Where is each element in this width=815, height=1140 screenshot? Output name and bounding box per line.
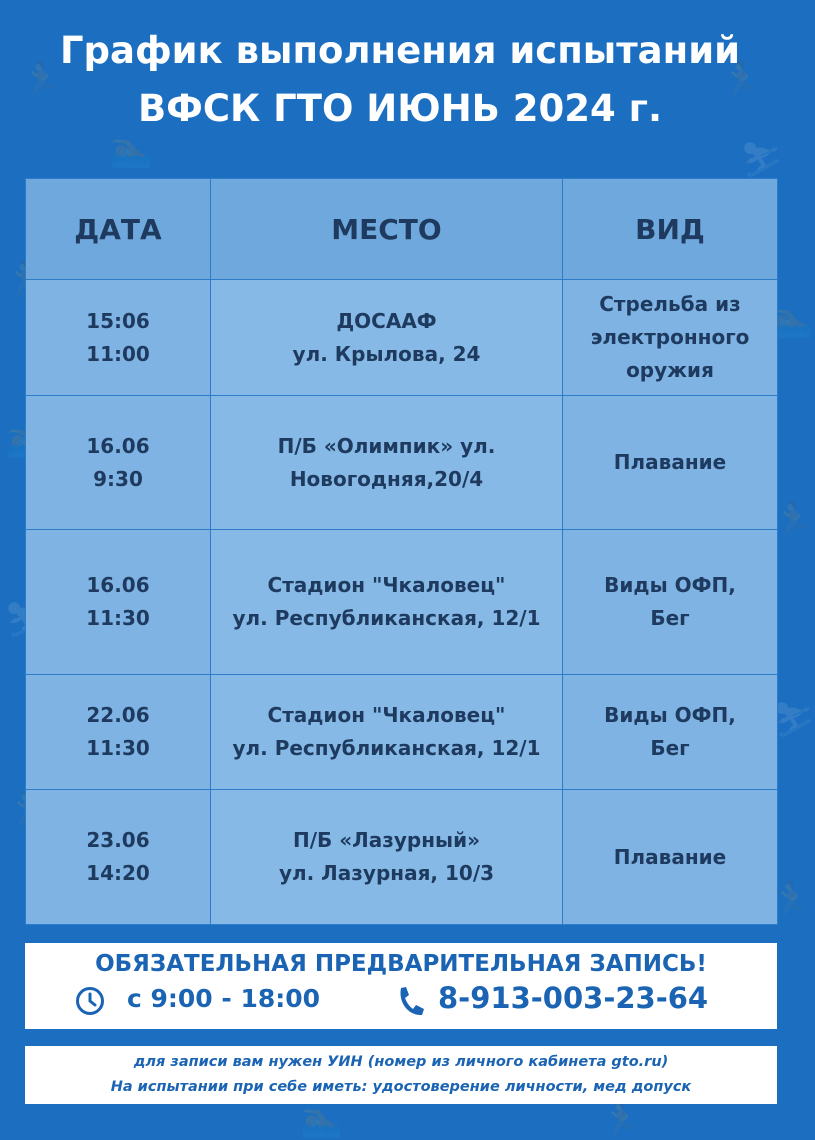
type-line: Бег bbox=[650, 606, 690, 630]
table-row bbox=[26, 530, 778, 675]
table-header-row bbox=[26, 179, 778, 280]
runner-icon: 🏃 bbox=[770, 880, 813, 920]
place-name: П/Б «Олимпик» ул. bbox=[277, 433, 496, 458]
place-cell bbox=[211, 790, 563, 925]
type-line: Виды ОФП, bbox=[604, 573, 736, 597]
footnote-line-2: На испытании при себе иметь: удостоверение личности, мед допуск bbox=[110, 1079, 692, 1095]
clock-icon bbox=[75, 986, 105, 1016]
time-value: 11:00 bbox=[86, 341, 150, 366]
footnote bbox=[25, 1046, 777, 1104]
time-value: 11:30 bbox=[86, 736, 150, 760]
skier-icon: ⛷ bbox=[740, 140, 784, 180]
registration-notice bbox=[25, 943, 777, 1029]
type-line: Виды ОФП, bbox=[604, 703, 736, 727]
type-line: электронного bbox=[590, 325, 750, 349]
date-cell bbox=[26, 280, 211, 396]
date-value: 22.06 bbox=[86, 703, 150, 727]
notice-title: ОБЯЗАТЕЛЬНАЯ ПРЕДВАРИТЕЛЬНАЯ ЗАПИСЬ! bbox=[95, 951, 707, 977]
skier-icon: ⛷ bbox=[772, 700, 815, 740]
place-cell bbox=[211, 675, 563, 790]
date-cell bbox=[26, 790, 211, 925]
table-row bbox=[26, 790, 778, 925]
date-cell bbox=[26, 396, 211, 530]
swimmer-icon: 🏊 bbox=[300, 1100, 343, 1140]
runner-icon: 🏃 bbox=[20, 60, 63, 100]
phone-icon bbox=[395, 985, 425, 1017]
type-line: оружия bbox=[626, 358, 714, 382]
date-cell bbox=[26, 675, 211, 790]
swimmer-icon: 🏊 bbox=[110, 130, 153, 170]
runner-icon: 🏃 bbox=[772, 500, 815, 540]
date-value: 16.06 bbox=[86, 433, 150, 458]
time-value: 11:30 bbox=[86, 606, 150, 630]
type-line: Плавание bbox=[613, 844, 727, 869]
place-address: Новогодняя,20/4 bbox=[289, 466, 484, 491]
header-place: МЕСТО bbox=[211, 179, 563, 280]
type-cell bbox=[563, 280, 778, 396]
place-cell bbox=[211, 530, 563, 675]
table-row bbox=[26, 675, 778, 790]
place-name: ДОСААФ bbox=[336, 308, 437, 333]
type-line: Стрельба из bbox=[599, 292, 741, 316]
phone-number[interactable]: 8-913-003-23-64 bbox=[438, 981, 709, 1015]
title-line-1: График выполнения испытаний bbox=[59, 29, 741, 72]
place-cell bbox=[211, 396, 563, 530]
place-cell bbox=[211, 280, 563, 396]
date-value: 16.06 bbox=[86, 573, 150, 597]
type-line: Плавание bbox=[613, 450, 727, 474]
date-value: 15:06 bbox=[86, 308, 150, 333]
runner-icon: 🏃 bbox=[720, 60, 763, 100]
date-cell bbox=[26, 530, 211, 675]
type-cell bbox=[563, 790, 778, 925]
place-name: Стадион "Чкаловец" bbox=[267, 573, 506, 597]
poster-title bbox=[0, 22, 800, 138]
swimmer-icon: 🏊 bbox=[770, 300, 813, 340]
header-type: ВИД bbox=[563, 179, 778, 280]
table-row bbox=[26, 280, 778, 396]
table-row bbox=[26, 396, 778, 530]
footnote-line-1: для записи вам нужен УИН (номер из личного кабинета gto.ru) bbox=[133, 1054, 669, 1070]
type-line: Бег bbox=[650, 736, 690, 760]
date-value: 23.06 bbox=[86, 828, 150, 852]
title-line-2: ВФСК ГТО ИЮНЬ 2024 г. bbox=[137, 87, 663, 130]
header-date: ДАТА bbox=[26, 179, 211, 280]
place-name: П/Б «Лазурный» bbox=[292, 828, 481, 852]
type-cell bbox=[563, 675, 778, 790]
schedule-table bbox=[25, 178, 778, 925]
place-address: ул. Республиканская, 12/1 bbox=[232, 736, 541, 760]
time-value: 14:20 bbox=[86, 861, 150, 885]
place-address: ул. Крылова, 24 bbox=[292, 341, 481, 366]
type-cell bbox=[563, 396, 778, 530]
type-cell bbox=[563, 530, 778, 675]
working-hours: с 9:00 - 18:00 bbox=[127, 984, 321, 1013]
place-address: ул. Республиканская, 12/1 bbox=[232, 606, 541, 630]
place-address: ул. Лазурная, 10/3 bbox=[278, 861, 495, 885]
place-name: Стадион "Чкаловец" bbox=[267, 703, 506, 727]
runner-icon: 🏃 bbox=[600, 1100, 643, 1140]
time-value: 9:30 bbox=[93, 466, 143, 491]
